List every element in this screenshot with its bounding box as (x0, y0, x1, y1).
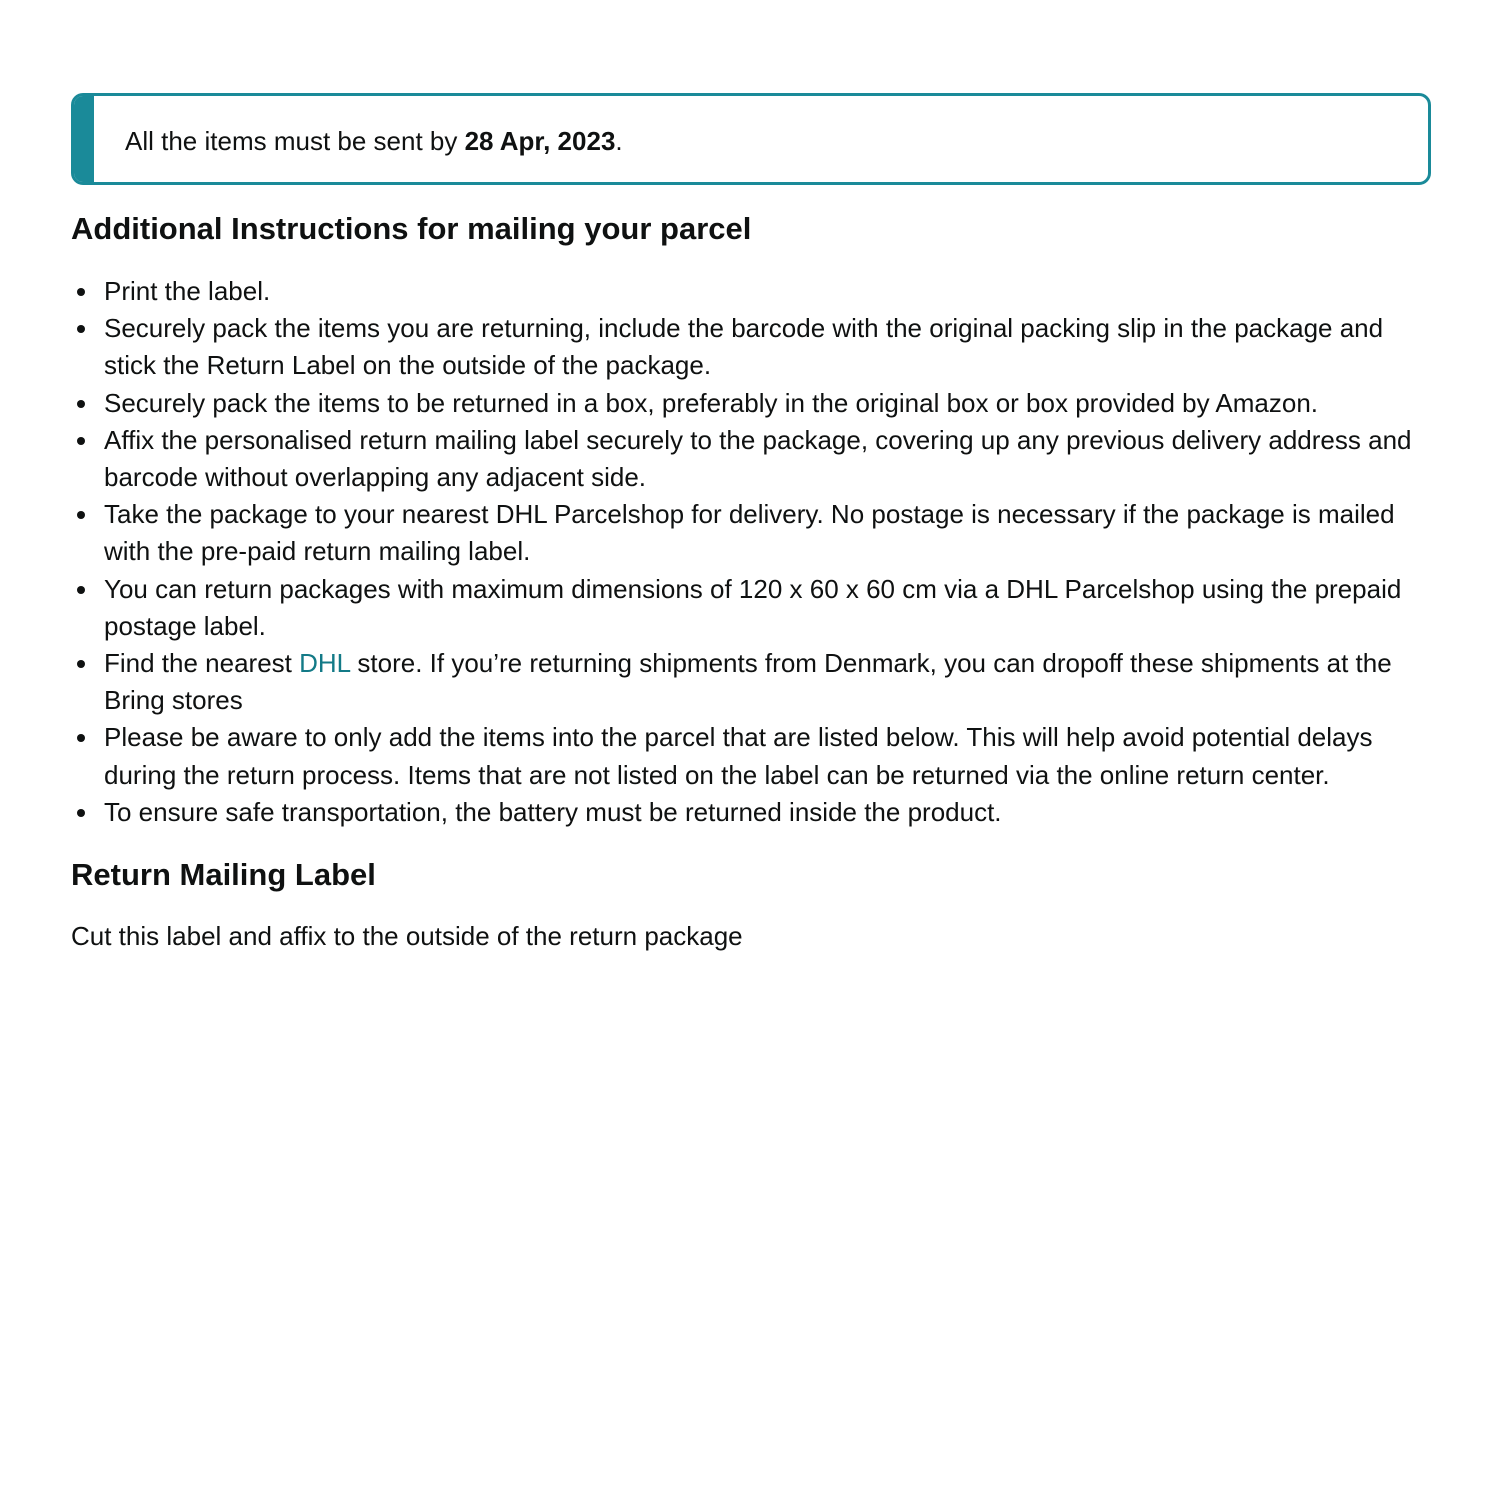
list-item: Securely pack the items to be returned in a box, preferably in the original box or box provided by Amazon. (104, 385, 1433, 422)
instructions-heading: Additional Instructions for mailing your parcel (71, 211, 752, 246)
list-item: To ensure safe transportation, the battery must be returned inside the product. (104, 794, 1433, 831)
deadline-date: 28 Apr, 2023 (464, 126, 616, 156)
list-item: You can return packages with maximum dimensions of 120 x 60 x 60 cm via a DHL Parcelshop using the prepaid postage label. (104, 571, 1433, 645)
alert-text-suffix: . (615, 126, 623, 156)
dhl-store-link[interactable]: DHL (299, 648, 351, 679)
list-item: Print the label. (104, 273, 1433, 310)
alert-message (125, 124, 623, 158)
find-store-prefix: Find the nearest (104, 648, 300, 679)
list-item: Take the package to your nearest DHL Parcelshop for delivery. No postage is necessary if the package is mailed with the pre-paid return mailing label. (104, 496, 1433, 570)
list-item (104, 645, 1433, 719)
list-item: Please be aware to only add the items into the parcel that are listed below. This will help avoid potential delays during the return process. Items that are not listed on the label can be returned via the online return center. (104, 719, 1433, 793)
list-item: Affix the personalised return mailing label securely to the package, covering up any previous delivery address and barcode without overlapping any adjacent side. (104, 422, 1433, 496)
alert-text-prefix: All the items must be sent by (125, 126, 465, 156)
list-item: Securely pack the items you are returning, include the barcode with the original packing slip in the package and stick the Return Label on the outside of the package. (104, 310, 1433, 384)
return-instructions-page (71, 93, 1433, 953)
mailing-label-note: Cut this label and affix to the outside of the return package (71, 921, 743, 952)
deadline-alert (71, 93, 1431, 185)
alert-accent-bar (74, 96, 94, 182)
find-store-suffix: store. If you’re returning shipments from Denmark, you can dropoff these shipments at the Bring stores (104, 648, 1392, 716)
instructions-list (71, 273, 1433, 831)
mailing-label-heading: Return Mailing Label (71, 857, 376, 893)
